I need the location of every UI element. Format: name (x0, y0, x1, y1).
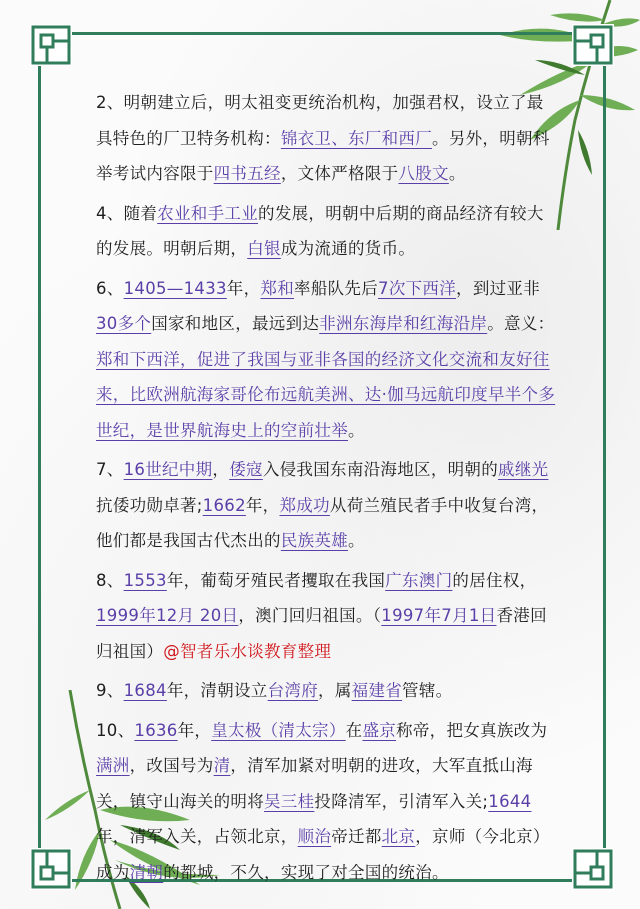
keyword-link[interactable]: 农业和手工业 (157, 203, 259, 223)
keyword-link[interactable]: 满洲 (96, 756, 130, 775)
keyword-link[interactable]: 戚继光 (498, 460, 549, 479)
body-text: 抗倭功勋卓著; (96, 495, 203, 515)
body-text: 6、 (96, 278, 124, 298)
keyword-link[interactable]: 吴三桂 (264, 791, 315, 811)
keyword-link[interactable]: 北京 (381, 827, 416, 846)
keyword-link[interactable]: 16世纪中期 (123, 460, 213, 479)
keyword-link[interactable]: 1684 (123, 681, 167, 700)
body-text: 年， (226, 278, 261, 298)
keyword-link[interactable]: 郑和下西洋，促进了我国与亚非各国的经济文化交流和友好往来，比欧洲航海家哥伦布远航美洲、达·伽马远航印度早半个多世纪，是世界航海史上的空前壮举 (96, 349, 556, 440)
body-text: ， (212, 460, 230, 479)
body-text: 入侵我国东南沿海地区，明朝的 (262, 460, 499, 479)
body-text: 4、随着 (96, 203, 158, 223)
body-text: ，改国号为 (129, 756, 214, 775)
body-text: ，到过亚非 (456, 278, 541, 298)
body-text: 年， (177, 720, 212, 740)
paragraph-2 (96, 196, 556, 267)
body-text: 。 (448, 164, 466, 183)
body-text: 的居住权， (452, 570, 537, 590)
keyword-link[interactable]: 民族英雄 (280, 531, 349, 550)
body-text: ，清军加紧对明朝的进攻，大军直抵山海关，镇守山海关的明将 (96, 756, 533, 811)
keyword-link[interactable]: 白银 (247, 239, 281, 258)
body-text: 。 (348, 531, 365, 550)
body-text: 。 (348, 420, 365, 440)
body-text: 称帝，把女真族改为 (396, 720, 548, 740)
body-text: 香港回归祖国） (96, 606, 547, 661)
body-text: 成为流通的货币。 (280, 239, 416, 258)
keyword-link[interactable]: 四书五经 (213, 164, 281, 183)
keyword-link[interactable]: 1553 (123, 570, 167, 590)
paragraph-5 (96, 563, 556, 670)
body-text: 年，葡萄牙殖民者攫取在我国 (166, 570, 386, 590)
keyword-link[interactable]: 清朝 (129, 862, 164, 882)
keyword-link[interactable]: 1636 (134, 720, 178, 740)
keyword-link[interactable]: 清 (213, 756, 231, 775)
keyword-link[interactable]: 1662 (202, 495, 246, 515)
keyword-link[interactable]: 30多个 (96, 314, 152, 333)
keyword-link[interactable]: 广东澳门 (385, 570, 453, 590)
frame-corner-bottom-right (572, 848, 614, 890)
keyword-link[interactable]: 八股文 (398, 164, 449, 183)
body-text: 年， (245, 495, 280, 515)
keyword-link[interactable]: 1997年7月1日 (381, 606, 497, 625)
body-text: 。另外，明朝科举考试内容限于 (96, 128, 550, 183)
body-text: ，文体严格限于 (280, 164, 399, 183)
body-text: 年，清朝设立 (166, 681, 268, 700)
body-text: 帝迁都 (331, 827, 382, 846)
body-text: 从荷兰殖民者手中收复台湾，他们都是我国古代杰出的 (96, 495, 549, 550)
keyword-link[interactable]: 郑成功 (279, 495, 330, 515)
keyword-link[interactable]: 福建省 (351, 681, 403, 700)
body-text: ，属 (318, 681, 352, 700)
keyword-link[interactable]: 盛京 (362, 720, 397, 740)
body-text: 在 (345, 720, 363, 740)
body-text: 9、 (96, 681, 124, 700)
body-text: 的发展，明朝中后期的商品经济有较大的发展。明朝后期， (96, 203, 544, 258)
keyword-link[interactable]: 1999年12月 20日 (96, 606, 239, 625)
keyword-link[interactable]: 皇太极（清太宗） (211, 720, 346, 740)
body-text: 的都城，不久，实现了对全国的统治。 (163, 862, 449, 882)
body-text: ，澳门回归祖国。（ (238, 606, 382, 625)
body-text: 。意义： (487, 314, 555, 333)
body-text: 年，清军入关，占领北京， (96, 827, 298, 846)
body-text: 10、 (96, 720, 135, 740)
author-credit: @智者乐水谈教育整理 (163, 641, 332, 661)
paragraph-1 (96, 85, 556, 192)
keyword-link[interactable]: 7次下西洋 (378, 278, 457, 298)
frame-corner-bottom-left (30, 848, 72, 890)
keyword-link[interactable]: 1405—1433 (123, 278, 227, 298)
paragraph-3 (96, 271, 556, 449)
body-text: ，京师（今北京）成为 (96, 827, 550, 882)
body-text: 7、 (96, 460, 124, 479)
keyword-link[interactable]: 郑和 (260, 278, 295, 298)
frame-corner-top-left (30, 24, 72, 66)
paragraph-4 (96, 452, 556, 559)
keyword-link[interactable]: 锦衣卫、东厂和西厂 (280, 128, 433, 148)
body-text: 国家和地区，最远到达 (151, 314, 320, 333)
body-text: 投降清军，引清军入关; (314, 791, 489, 811)
body-text: 率船队先后 (294, 278, 379, 298)
body-text: 管辖。 (402, 681, 453, 700)
paragraph-6 (96, 673, 556, 709)
keyword-link[interactable]: 非洲东海岸和红海沿岸 (319, 314, 488, 333)
frame-corner-top-right (572, 24, 614, 66)
body-text: 8、 (96, 570, 124, 590)
paragraph-7 (96, 713, 556, 891)
keyword-link[interactable]: 台湾府 (267, 681, 319, 700)
notes-content (96, 85, 556, 890)
keyword-link[interactable]: 1644 (488, 791, 532, 811)
keyword-link[interactable]: 倭寇 (229, 460, 263, 479)
keyword-link[interactable]: 顺治 (297, 827, 332, 846)
body-text: 2、明朝建立后，明太祖变更统治机构，加强君权，设立了最具特色的厂卫特务机构： (96, 93, 544, 148)
